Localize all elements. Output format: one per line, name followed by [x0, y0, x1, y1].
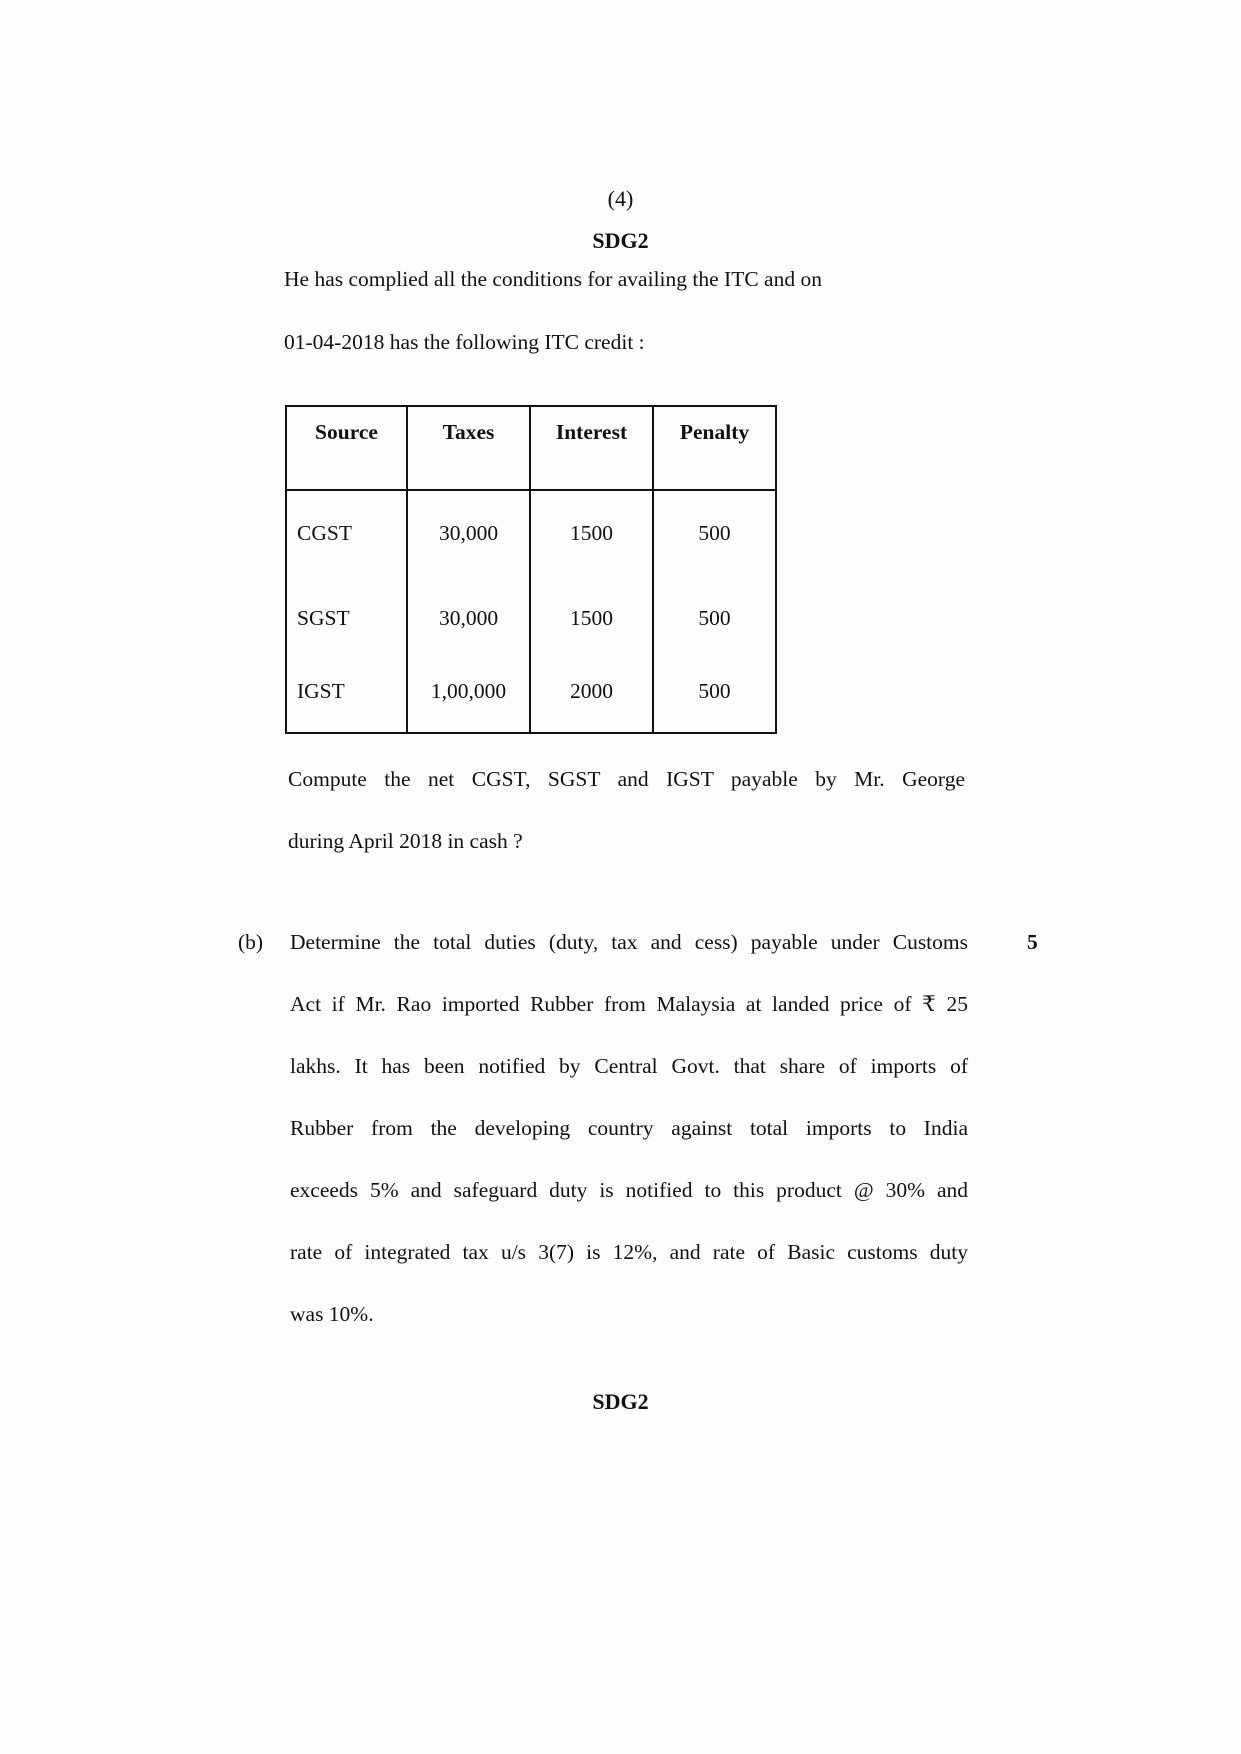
question-b-marks: 5 — [1027, 930, 1038, 954]
itc-credit-table — [285, 405, 777, 734]
table-row-sgst — [286, 576, 776, 661]
column-header-taxes: Taxes — [407, 406, 530, 490]
intro-line-1: He has complied all the conditions for availing the ITC and on — [284, 267, 822, 291]
cell-source: IGST — [286, 661, 407, 733]
cell-source: CGST — [286, 490, 407, 576]
cell-interest: 1500 — [530, 490, 653, 576]
cell-penalty: 500 — [653, 576, 776, 661]
cell-interest: 2000 — [530, 661, 653, 733]
column-header-interest: Interest — [530, 406, 653, 490]
question-a-line-2: during April 2018 in cash ? — [288, 829, 523, 853]
question-a-line-1: Compute the net CGST, SGST and IGST payable by Mr. George — [288, 767, 965, 791]
question-b-line-7: was 10%. — [290, 1302, 374, 1326]
table-row-igst — [286, 661, 776, 733]
cell-taxes: 1,00,000 — [407, 661, 530, 733]
intro-line-2: 01-04-2018 has the following ITC credit : — [284, 330, 645, 354]
question-b-label: (b) — [238, 930, 264, 954]
cell-taxes: 30,000 — [407, 490, 530, 576]
cell-penalty: 500 — [653, 490, 776, 576]
question-b-line-3: lakhs. It has been notified by Central Govt. that share of imports of — [290, 1054, 968, 1078]
question-b-line-1: Determine the total duties (duty, tax and cess) payable under Customs — [290, 930, 968, 954]
table-header-row — [286, 406, 776, 490]
paper-code-footer: SDG2 — [592, 1389, 649, 1414]
cell-interest: 1500 — [530, 576, 653, 661]
column-header-penalty: Penalty — [653, 406, 776, 490]
cell-taxes: 30,000 — [407, 576, 530, 661]
table-row-cgst — [286, 490, 776, 576]
question-b-line-2: Act if Mr. Rao imported Rubber from Malaysia at landed price of ₹ 25 — [290, 992, 968, 1016]
cell-penalty: 500 — [653, 661, 776, 733]
question-b-line-6: rate of integrated tax u/s 3(7) is 12%, and rate of Basic customs duty — [290, 1240, 968, 1264]
paper-code-header: SDG2 — [592, 228, 649, 253]
cell-source: SGST — [286, 576, 407, 661]
question-b-line-4: Rubber from the developing country against total imports to India — [290, 1116, 968, 1140]
page-number: (4) — [607, 186, 634, 211]
column-header-source: Source — [286, 406, 407, 490]
question-b-line-5: exceeds 5% and safeguard duty is notified to this product @ 30% and — [290, 1178, 968, 1202]
